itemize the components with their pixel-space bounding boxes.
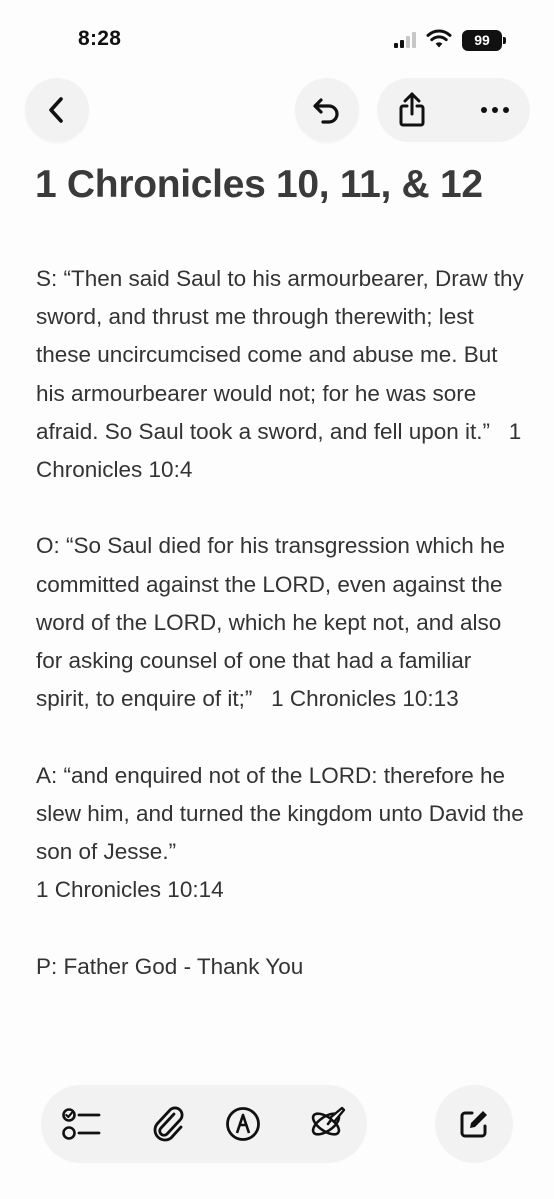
undo-icon [312, 95, 342, 125]
wifi-icon [426, 29, 452, 49]
writing-tools-button[interactable] [300, 1085, 356, 1163]
status-bar [0, 0, 554, 80]
checklist-button[interactable] [54, 1085, 110, 1163]
attach-button[interactable] [140, 1085, 196, 1163]
share-icon [397, 92, 427, 128]
share-button[interactable] [377, 78, 447, 142]
ellipsis-icon [480, 106, 510, 114]
note-paragraph-a[interactable]: A: “and enquired not of the LORD: therefore he slew him, and turned the kingdom unto David the son of Jesse.” 1 Chronicles 10:14 [36, 762, 524, 903]
note-title[interactable]: 1 Chronicles 10, 11, & 12 [35, 163, 483, 206]
back-button[interactable] [25, 78, 89, 142]
status-time: 8:28 [78, 27, 122, 50]
cellular-signal-icon [394, 32, 418, 48]
compose-button[interactable] [435, 1085, 513, 1163]
markup-button[interactable] [215, 1085, 271, 1163]
chevron-left-icon [46, 96, 68, 124]
note-paragraph-p[interactable]: P: Father God - Thank You [36, 953, 304, 979]
note-paragraph-s[interactable]: S: “Then said Saul to his armourbearer, Draw thy sword, and thrust me through therewith; lest these uncircumcised come and abuse me. But his armourbearer would not; for he was sore afraid. So Saul took a sword, and fell upon it.” 1 Chronicles 10:4 [36, 266, 530, 483]
note-body[interactable] [36, 260, 530, 1024]
more-button[interactable] [460, 78, 530, 142]
markup-icon [225, 1106, 261, 1142]
undo-button[interactable] [295, 78, 359, 142]
paperclip-icon [150, 1104, 186, 1144]
compose-icon [459, 1109, 489, 1139]
checklist-icon [62, 1107, 102, 1141]
battery-indicator: 99 [462, 30, 502, 51]
writing-tools-icon [308, 1104, 348, 1144]
note-paragraph-o[interactable]: O: “So Saul died for his transgression which he committed against the LORD, even against the word of the LORD, which he kept not, and also for asking counsel of one that had a familiar spirit, to enquire of it;” 1 Chronicles 10:13 [36, 533, 512, 712]
